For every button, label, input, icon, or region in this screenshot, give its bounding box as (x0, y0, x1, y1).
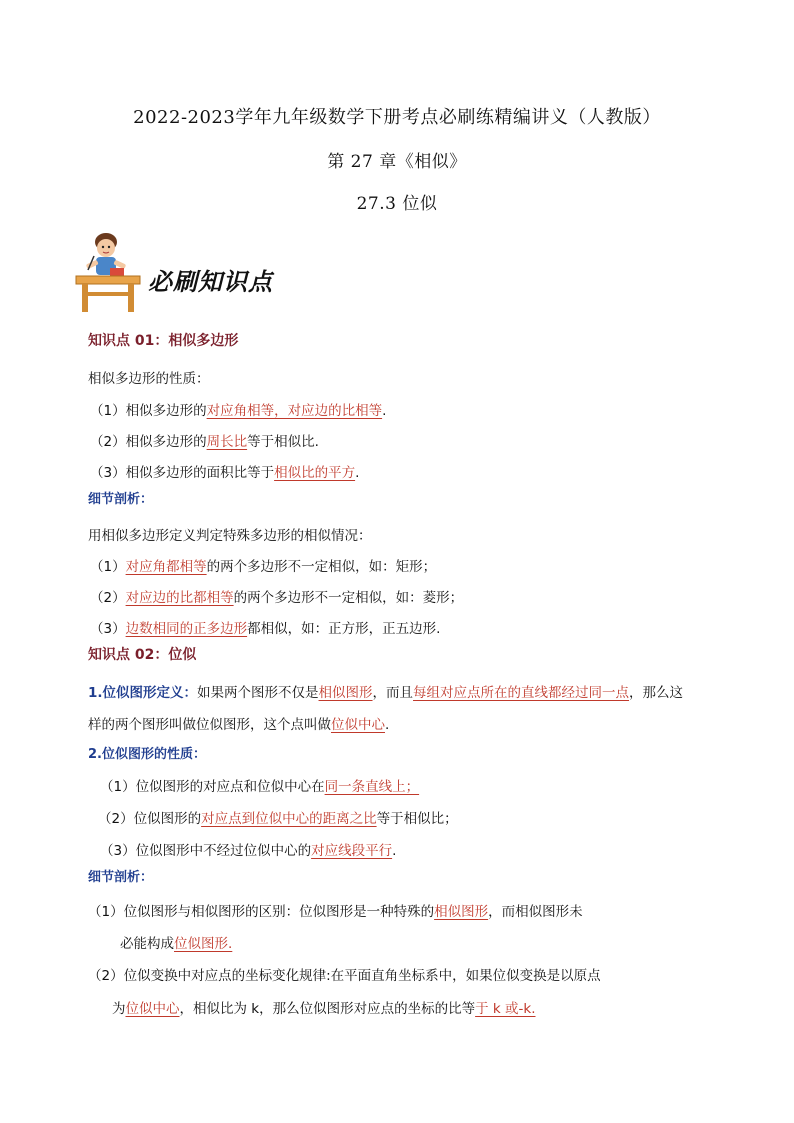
item-text: 等于相似比； (376, 811, 458, 827)
kp2-detail-1-line-1 (88, 900, 583, 920)
item-text: 为 (112, 1001, 126, 1017)
item-text: 的两个多边形不一定相似，如：矩形； (206, 559, 437, 575)
underlined-term: 位似中心 (125, 1001, 180, 1017)
item-text: 必能构成 (120, 936, 174, 952)
item-text: （1） (90, 559, 126, 575)
underlined-term: 每组对应点所在的直线都经过同一点 (413, 685, 630, 701)
item-text: ，相似比为 k，那么位似图形对应点的坐标的比等 (179, 1001, 476, 1017)
kp2-detail-heading: 细节剖析： (88, 870, 154, 885)
underlined-term: 对应角相等，对应边的比相等 (206, 403, 383, 419)
kp1-intro: 相似多边形的性质： (88, 371, 210, 387)
section-title: 27.3 位似 (356, 194, 438, 214)
underlined-term: 相似比的平方 (274, 465, 356, 481)
item-text: . (392, 843, 397, 859)
kp2-definition-line-2 (88, 713, 389, 733)
item-text: （1）位似图形与相似图形的区别：位似图形是一种特殊的 (88, 904, 435, 920)
kp2-property-3 (100, 839, 396, 859)
kp1-item-3 (90, 461, 359, 481)
item-text: （1）位似图形的对应点和位似中心在 (100, 779, 325, 795)
underlined-term: 同一条直线上； (324, 779, 420, 795)
item-text: ，而相似图形未 (488, 904, 583, 920)
kp1-item-2 (90, 430, 319, 450)
underlined-term: 对应边的比都相等 (125, 590, 234, 606)
item-text: 都相似，如：正方形，正五边形. (247, 621, 441, 637)
underlined-term: 周长比 (206, 434, 248, 450)
item-text: （2）相似多边形的 (90, 434, 207, 450)
item-text: （2）位似图形的 (98, 811, 202, 827)
kp1-heading: 知识点 01：相似多边形 (88, 333, 239, 349)
item-text: 的两个多边形不一定相似，如：菱形； (233, 590, 464, 606)
item-text: 样的两个图形叫做位似图形，这个点叫做 (88, 717, 331, 733)
document-title: 2022-2023学年九年级数学下册考点必刷练精编讲义（人教版） (133, 107, 661, 128)
underlined-term: 位似图形. (174, 936, 233, 952)
kp2-detail-2-line-2 (112, 997, 536, 1017)
banner-label: 必刷知识点 (148, 267, 273, 296)
item-text: . (355, 465, 360, 481)
kp1-detail-intro: 用相似多边形定义判定特殊多边形的相似情况： (88, 528, 372, 544)
kp2-definition-line-1 (88, 681, 683, 701)
item-text: （2） (90, 590, 126, 606)
item-text: （3）位似图形中不经过位似中心的 (100, 843, 312, 859)
student-at-desk-icon (74, 228, 144, 314)
kp1-detail-1 (90, 555, 436, 575)
underlined-term: 位似中心 (331, 717, 385, 733)
underlined-term: 边数相同的正多边形 (125, 621, 248, 637)
item-text: （3）相似多边形的面积比等于 (90, 465, 275, 481)
kp1-detail-3 (90, 617, 440, 637)
chapter-title: 第 27 章《相似》 (327, 152, 467, 172)
item-text: （1）相似多边形的 (90, 403, 207, 419)
kp2-heading: 知识点 02：位似 (88, 647, 197, 663)
underlined-term: 对应线段平行 (311, 843, 393, 859)
item-text: （3） (90, 621, 126, 637)
underlined-term: 相似图形 (434, 904, 489, 920)
kp1-detail-2 (90, 586, 463, 606)
underlined-term: 对应角都相等 (125, 559, 207, 575)
kp1-detail-heading: 细节剖析： (88, 492, 154, 507)
underlined-term: 对应点到位似中心的距离之比 (201, 811, 377, 827)
item-text: 如果两个图形不仅是 (197, 685, 319, 701)
item-text: ，那么这 (629, 685, 684, 701)
underlined-term: 相似图形 (318, 685, 373, 701)
kp1-item-1 (90, 399, 386, 419)
kp2-detail-1-line-2 (120, 932, 232, 952)
kp2-property-heading: 2.位似图形的性质： (88, 747, 206, 762)
item-text: . (382, 403, 387, 419)
underlined-term: 于 k 或-k. (475, 1001, 536, 1017)
item-text: . (385, 717, 390, 733)
item-text: ，而且 (372, 685, 414, 701)
item-text: 等于相似比. (247, 434, 319, 450)
kp2-property-2 (98, 807, 458, 827)
definition-label: 1.位似图形定义： (88, 685, 198, 701)
kp2-property-1 (100, 775, 419, 795)
kp2-detail-2-line-1: （2）位似变换中对应点的坐标变化规律:在平面直角坐标系中，如果位似变换是以原点 (88, 968, 601, 984)
